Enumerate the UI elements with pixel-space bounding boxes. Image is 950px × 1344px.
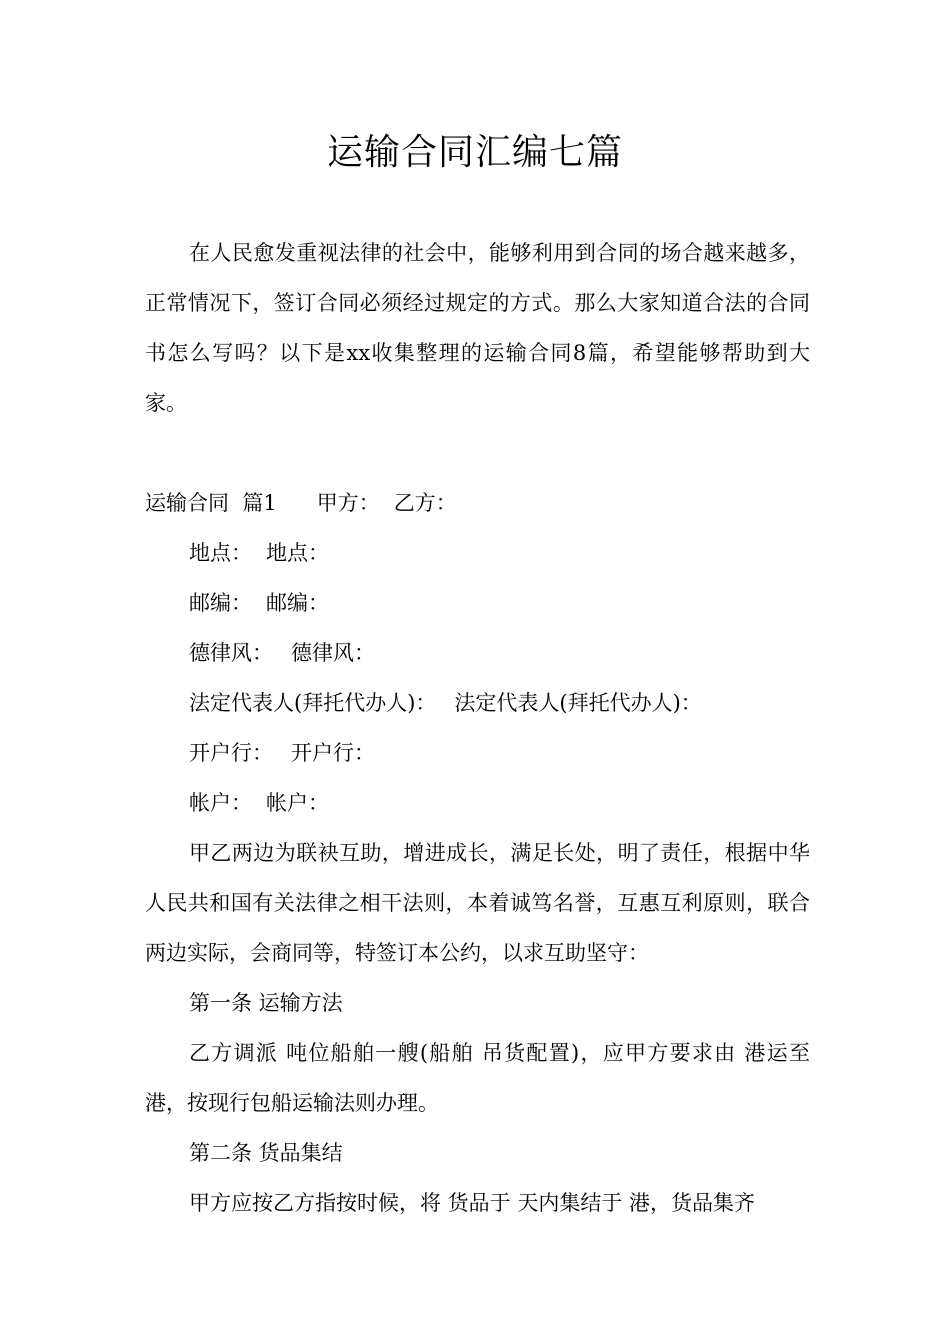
field-b: 地点： [266,541,329,565]
preamble-paragraph: 甲乙两边为联袂互助，增进成长，满足长处，明了责任，根据中华人民共和国有关法律之相干法则，本着诚笃名誉，互惠互利原则，联合两边实际，会商同等，特签订本公约，以求互助坚守： [145,841,810,965]
field-line-account [145,778,810,828]
field-b: 帐户： [266,791,329,815]
field-line-postcode [145,578,810,628]
party-a-label: 甲方： [316,491,380,515]
section-heading: 运输合同 篇1 [145,491,277,515]
article-2-title: 第二条 货品集结 [189,1141,343,1165]
field-a: 帐户： [189,791,252,815]
article-2-body: 甲方应按乙方指按时候，将 货品于 天内集结于 港，货品集齐 [189,1191,756,1215]
article-1-title: 第一条 运输方法 [189,991,343,1015]
intro-paragraph: 在人民愈发重视法律的社会中，能够利用到合同的场合越来越多，正常情况下，签订合同必须经过规定的方式。那么大家知道合法的合同书怎么写吗？以下是xx收集整理的运输合同8篇，希望能够帮助到大家。 [145,241,810,415]
field-line-bank [145,728,810,778]
field-b: 法定代表人(拜托代办人)： [454,691,702,715]
field-a: 地点： [189,541,252,565]
field-a: 德律风： [189,641,273,665]
field-b: 邮编： [266,591,329,615]
field-line-representative [145,678,810,728]
field-b: 开户行： [291,741,375,765]
document-body [145,228,810,1228]
field-a: 开户行： [189,741,273,765]
field-line-phone [145,628,810,678]
spacer [145,428,810,478]
field-a: 法定代表人(拜托代办人)： [189,691,437,715]
field-a: 邮编： [189,591,252,615]
section-heading-line [145,478,810,528]
article-1-body: 乙方调派 吨位船舶一艘(船舶 吊货配置)，应甲方要求由 港运至 港，按现行包船运输法则办理。 [145,1041,810,1115]
field-b: 德律风： [291,641,375,665]
party-b-label: 乙方： [393,491,457,515]
field-line-address [145,528,810,578]
document-title: 运输合同汇编七篇 [326,132,623,173]
